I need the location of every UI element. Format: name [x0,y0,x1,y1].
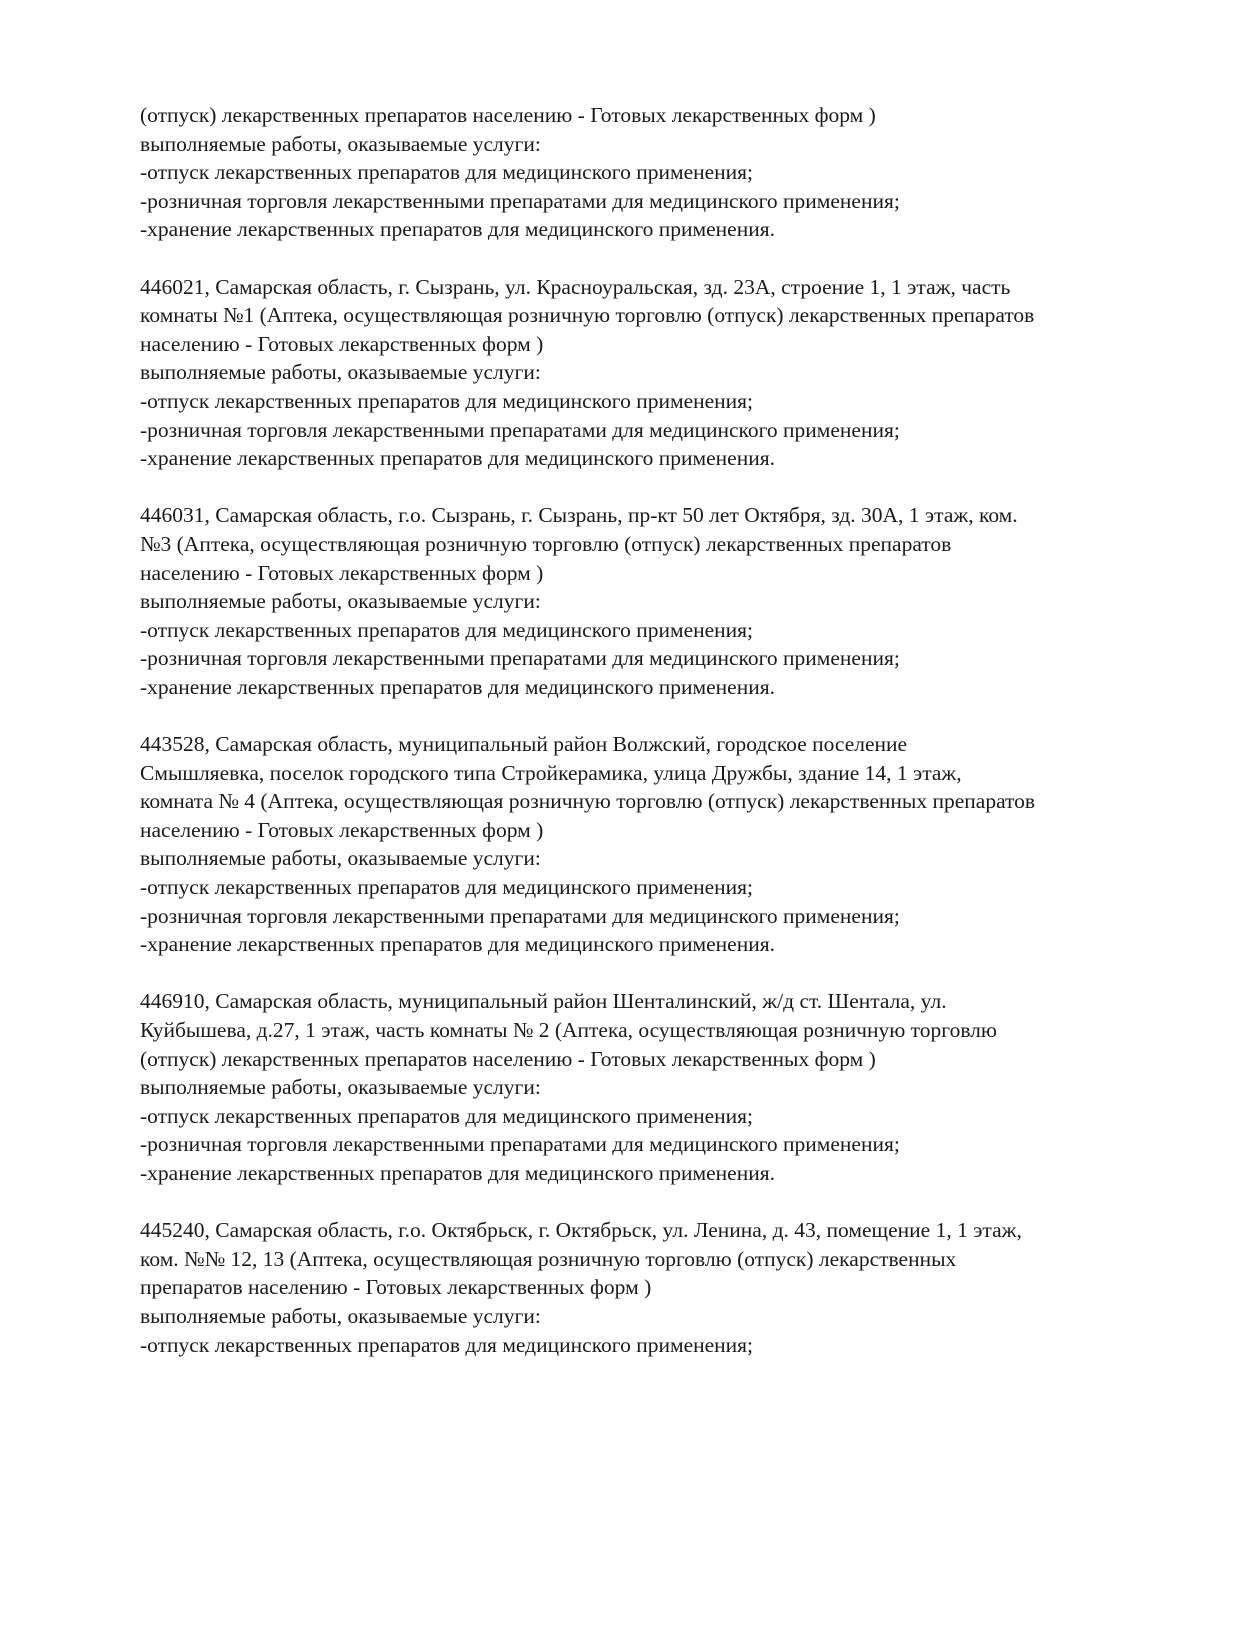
text-line: №3 (Аптека, осуществляющая розничную торговлю (отпуск) лекарственных препаратов [140,531,952,556]
text-line: населению - Готовых лекарственных форм ) [140,331,544,356]
text-line: комната № 4 (Аптека, осуществляющая розничную торговлю (отпуск) лекарственных препаратов [140,789,1036,814]
text-line: -розничная торговля лекарственными препаратами для медицинского применения; [140,646,900,671]
text-line: -отпуск лекарственных препаратов для медицинского применения; [140,617,754,642]
text-line: выполняемые работы, оказываемые услуги: [140,1075,541,1100]
text-line: -розничная торговля лекарственными препаратами для медицинского применения; [140,1132,900,1157]
address-line: 446910, Самарская область, муниципальный район Шенталинский, ж/д ст. Шентала, ул. [140,989,947,1014]
text-line: -хранение лекарственных препаратов для медицинского применения. [140,932,775,957]
license-entry-445240 [140,1216,1140,1359]
text-line: -отпуск лекарственных препаратов для медицинского применения; [140,875,754,900]
text-line: выполняемые работы, оказываемые услуги: [140,360,541,385]
address-line: 443528, Самарская область, муниципальный район Волжский, городское поселение [140,732,908,757]
license-entry-continued [140,101,1140,244]
text-line: Смышляевка, поселок городского типа Стройкерамика, улица Дружбы, здание 14, 1 этаж, [140,760,962,785]
text-line: (отпуск) лекарственных препаратов населению - Готовых лекарственных форм ) [140,1046,876,1071]
text-line: ком. №№ 12, 13 (Аптека, осуществляющая розничную торговлю (отпуск) лекарственных [140,1246,957,1271]
license-entry-446031 [140,501,1140,701]
text-line: (отпуск) лекарственных препаратов населению - Готовых лекарственных форм ) [140,103,876,127]
text-line: выполняемые работы, оказываемые услуги: [140,846,541,871]
address-line: 445240, Самарская область, г.о. Октябрьск, г. Октябрьск, ул. Ленина, д. 43, помещение 1, 1 этаж, [140,1218,1022,1243]
license-entry-443528 [140,730,1140,959]
address-line: 446021, Самарская область, г. Сызрань, ул. Красноуральская, зд. 23А, строение 1, 1 этаж, часть [140,274,1011,299]
text-line: -хранение лекарственных препаратов для медицинского применения. [140,446,775,471]
text-line: -отпуск лекарственных препаратов для медицинского применения; [140,1332,754,1357]
text-line: выполняемые работы, оказываемые услуги: [140,1303,541,1328]
license-entry-446021 [140,273,1140,473]
text-line: комнаты №1 (Аптека, осуществляющая розничную торговлю (отпуск) лекарственных препаратов [140,303,1035,328]
text-line: -розничная торговля лекарственными препаратами для медицинского применения; [140,903,900,928]
text-line: -хранение лекарственных препаратов для медицинского применения. [140,217,775,242]
address-line: 446031, Самарская область, г.о. Сызрань, г. Сызрань, пр-кт 50 лет Октября, зд. 30А, 1 этаж, ком. [140,503,1018,528]
license-entry-446910 [140,987,1140,1187]
text-line: -отпуск лекарственных препаратов для медицинского применения; [140,160,754,185]
text-line: -розничная торговля лекарственными препаратами для медицинского применения; [140,188,900,213]
text-line: населению - Готовых лекарственных форм ) [140,560,544,585]
text-line: выполняемые работы, оказываемые услуги: [140,131,541,156]
text-line: препаратов населению - Готовых лекарственных форм ) [140,1275,652,1300]
text-line: -отпуск лекарственных препаратов для медицинского применения; [140,388,754,413]
text-line: -хранение лекарственных препаратов для медицинского применения. [140,674,775,699]
text-line: населению - Готовых лекарственных форм ) [140,817,544,842]
text-line: -розничная торговля лекарственными препаратами для медицинского применения; [140,417,900,442]
text-line: Куйбышева, д.27, 1 этаж, часть комнаты № 2 (Аптека, осуществляющая розничную торговлю [140,1018,997,1042]
text-line: -хранение лекарственных препаратов для медицинского применения. [140,1160,775,1185]
document-page [140,101,1140,1388]
text-line: выполняемые работы, оказываемые услуги: [140,589,541,614]
text-line: -отпуск лекарственных препаратов для медицинского применения; [140,1103,754,1128]
